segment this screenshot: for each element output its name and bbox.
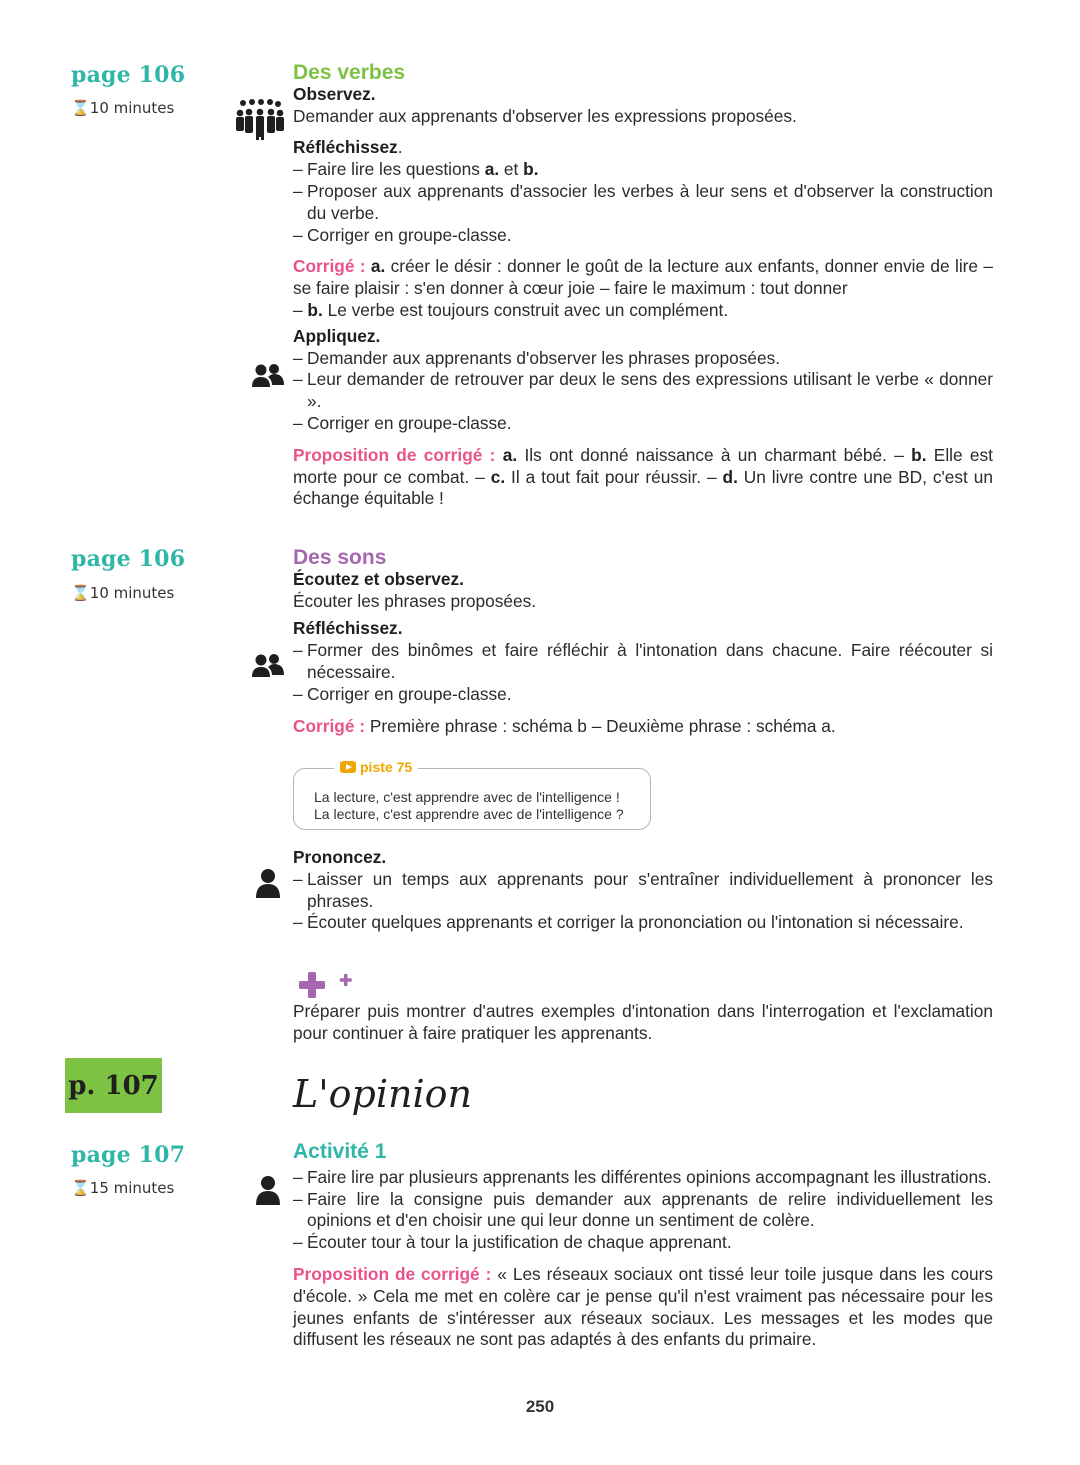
- hourglass-icon: ⌛: [71, 584, 90, 602]
- answer-key: Corrigé : a. créer le désir : donner le goût de la lecture aux enfants, donner envie de lire – se faire plaisir : s'en donner à cœur joie – faire le maximum : tout donner – b. Le verbe est toujours construit avec un complément.: [293, 256, 993, 320]
- list-item: – Former des binômes et faire réfléchir à l'intonation dans chacune. Faire réécouter si nécessaire.: [293, 640, 993, 684]
- step-text: Écouter les phrases proposées.: [293, 590, 537, 611]
- instruction-list: [293, 869, 993, 934]
- section-des-sons: [293, 547, 993, 737]
- list-item: – Corriger en groupe-classe.: [293, 413, 993, 435]
- duration: ⌛ 10 minutes: [71, 99, 175, 117]
- list-item: – Faire lire la consigne puis demander aux apprenants de relire individuellement les opinions et d'en choisir une qui leur donne un sentiment de colère.: [293, 1189, 993, 1233]
- step-heading: Réfléchissez.: [293, 137, 403, 158]
- transcript-line: La lecture, c'est apprendre avec de l'intelligence !: [314, 789, 620, 805]
- instruction-list: [293, 348, 993, 435]
- duration: ⌛ 15 minutes: [71, 1179, 175, 1197]
- list-item: – Écouter tour à tour la justification de chaque apprenant.: [293, 1232, 993, 1254]
- section-title: Des verbes: [293, 61, 406, 84]
- list-item: – Proposer aux apprenants d'associer les verbes à leur sens et d'observer la construction du verbe.: [293, 181, 993, 225]
- audio-transcript-box: [293, 759, 651, 830]
- plus-plus-icon: [299, 970, 355, 1005]
- section-activite-1: [293, 1141, 993, 1351]
- list-item: – Corriger en groupe-classe.: [293, 684, 993, 706]
- page-number: 250: [525, 1397, 555, 1416]
- step-text: Demander aux apprenants d'observer les expressions proposées.: [293, 105, 797, 126]
- individual-work-icon: [256, 868, 280, 903]
- step-heading: Prononcez.: [293, 847, 387, 867]
- step-heading: Appliquez.: [293, 325, 381, 346]
- duration: ⌛ 10 minutes: [71, 584, 175, 602]
- list-item: – Demander aux apprenants d'observer les phrases proposées.: [293, 348, 993, 370]
- instruction-list: [293, 159, 993, 246]
- audio-track-label[interactable]: piste 75: [334, 759, 418, 776]
- section-title: Des sons: [293, 546, 387, 569]
- list-item: – Écouter quelques apprenants et corriger la prononciation ou l'intonation si nécessaire.: [293, 912, 993, 934]
- hourglass-icon: ⌛: [71, 99, 90, 117]
- group-class-icon: [235, 98, 285, 145]
- instruction-list: [293, 1167, 993, 1254]
- individual-work-icon: [256, 1175, 280, 1210]
- step-heading: Observez.: [293, 83, 376, 104]
- section-title: Activité 1: [293, 1140, 387, 1163]
- hourglass-icon: ⌛: [71, 1179, 90, 1197]
- proposed-answer: Proposition de corrigé : « Les réseaux sociaux ont tissé leur toile jusque dans les cours d'école. » Cela me met en colère car je pense qu'il n'est vraiment pas nécessaire pour les jeunes enfants de s'intéresser aux réseaux sociaux. Les messages et les modes que diffusent les réseaux ne sont pas adaptés à des enfants du primaire.: [293, 1263, 994, 1350]
- section-des-verbes: [293, 62, 993, 510]
- pair-work-icon: [252, 363, 284, 394]
- unit-title: L'opinion: [293, 1072, 473, 1116]
- step-heading: Écoutez et observez.: [293, 568, 464, 589]
- list-item: – Corriger en groupe-classe.: [293, 225, 993, 247]
- play-icon[interactable]: [340, 761, 356, 773]
- instruction-list: [293, 640, 993, 705]
- list-item: – Laisser un temps aux apprenants pour s'entraîner individuellement à prononcer les phrases.: [293, 869, 993, 913]
- page-reference: page 107: [71, 1142, 186, 1168]
- extension-text: Préparer puis montrer d'autres exemples d'intonation dans l'interrogation et l'exclamation pour continuer à faire pratiquer les apprenants.: [293, 1001, 993, 1043]
- step-heading: Réfléchissez.: [293, 618, 403, 639]
- page-badge: p. 107: [65, 1058, 162, 1113]
- answer-key: Corrigé : Première phrase : schéma b – Deuxième phrase : schéma a.: [293, 715, 836, 736]
- list-item: – Leur demander de retrouver par deux le sens des expressions utilisant le verbe « donner ».: [293, 369, 993, 413]
- pronounce-block: [293, 847, 993, 934]
- page-reference: page 106: [71, 546, 186, 572]
- page-reference: page 106: [71, 62, 186, 88]
- proposed-answer: Proposition de corrigé : a. Ils ont donné naissance à un charmant bébé. – b. Elle est morte pour ce combat. – c. Il a tout fait pour réussir. – d. Un livre contre une BD, c'est un échange équitable !: [293, 444, 993, 509]
- pair-work-icon: [252, 653, 284, 684]
- list-item: – Faire lire les questions a. et b.: [293, 159, 993, 181]
- transcript-line: La lecture, c'est apprendre avec de l'intelligence ?: [314, 805, 624, 822]
- list-item: – Faire lire par plusieurs apprenants les différentes opinions accompagnant les illustrations.: [293, 1167, 993, 1189]
